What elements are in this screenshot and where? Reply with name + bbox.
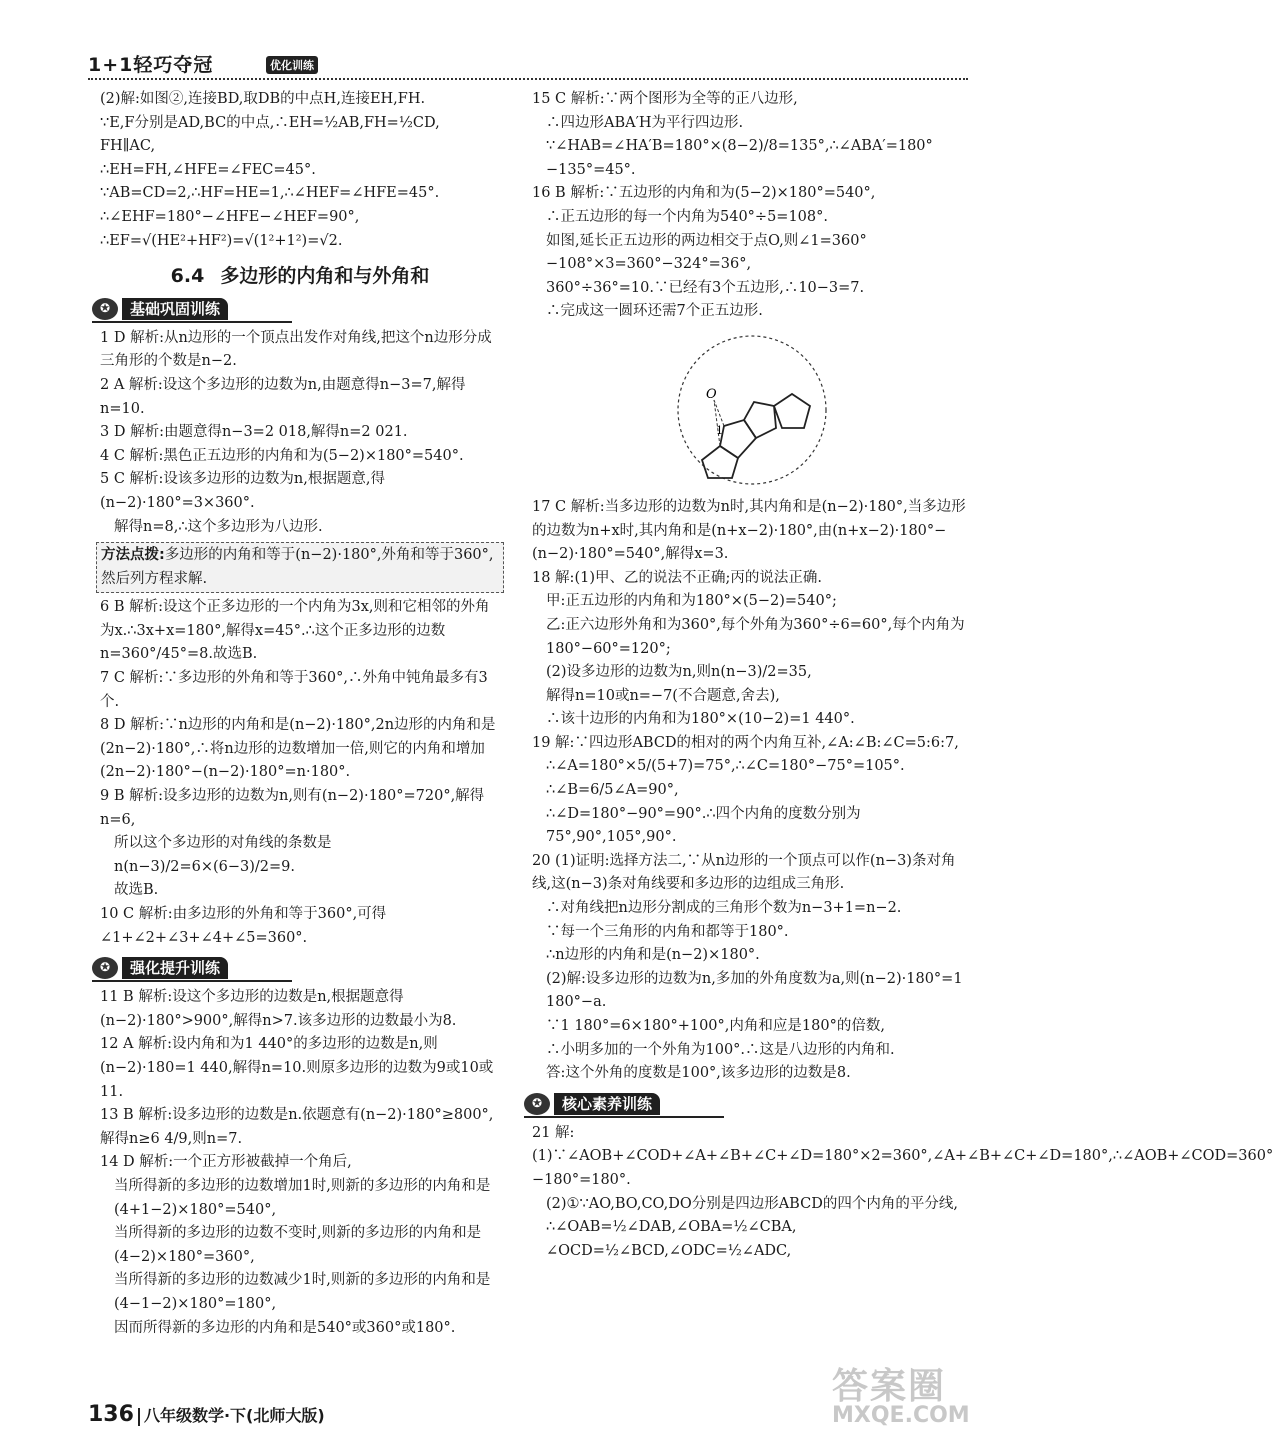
answer-item: ∵1 180°=6×180°+100°,内角和应是180°的倍数, [546,1018,885,1034]
text-line: FH∥AC, [100,138,156,155]
answer-item: 当所得新的多边形的边数增加1时,则新的多边形的内角和是(4+1−2)×180°=540°, [114,1177,491,1218]
bar-label: 基础巩固训练 [122,298,228,320]
answer-item: ∴正五边形的每一个内角为540°÷5=108°. [546,208,828,225]
ring-circle [678,336,826,484]
answer-item: 如图,延长正五边形的两边相交于点O,则∠1=360°−108°×3=360°−324°=36°, [546,232,867,273]
answer-item: ∴∠A=180°×5/(5+7)=75°,∴∠C=180°−75°=105°. [546,758,905,775]
watermark-text: 答案圈 [832,1366,947,1407]
pentagon [744,402,776,438]
extension-line [714,400,724,426]
text-line: ∴EH=FH,∠HFE=∠FEC=45°. [100,161,316,178]
tip-label: 方法点拨: [101,547,165,564]
pentagon-ring-figure [532,330,972,490]
header-badge: 优化训练 [266,56,318,74]
answer-item: ∴完成这一圆环还需7个正五边形. [546,303,763,320]
answer-item: 当所得新的多边形的边数减少1时,则新的多边形的内角和是(4−1−2)×180°=180°, [114,1272,491,1312]
pentagon [774,394,810,428]
answer-item: 10 C 解析:由多边形的外角和等于360°,可得∠1+∠2+∠3+∠4+∠5=360°. [100,906,387,946]
answer-item: 6 B 解析:设这个正多边形的一个内角为3x,则和它相邻的外角为x.∴3x+x=180°,解得x=45°.∴这个正多边形的边数n=360°/45°=8.故选B. [100,599,490,663]
text-line: (2)解:如图②,连接BD,取DB的中点H,连接EH,FH. [100,91,426,107]
answer-item: (2)解:设多边形的边数为n,多加的外角度数为a,则(n−2)·180°=1 180°−a. [546,970,963,1011]
section-bar-core [524,1092,724,1118]
text-line: ∵AB=CD=2,∴HF=HE=1,∴∠HEF=∠HFE=45°. [100,185,440,202]
bar-label: 强化提升训练 [122,957,228,979]
answer-item: ∴∠OAB=½∠DAB,∠OBA=½∠CBA, [546,1219,797,1236]
section-bar-improve [92,956,292,982]
watermark-logo [832,1358,970,1428]
answer-item: 15 C 解析:∵两个图形为全等的正八边形, [532,91,798,107]
answer-item: 20 (1)证明:选择方法二,∵从n边形的一个顶点可以作(n−3)条对角线,这(n−3)条对角线要和多边形的边组成三角形. [532,852,956,893]
answer-item: 12 A 解析:设内角和为1 440°的多边形的边数是n,则(n−2)·180=1 440,解得n=10.则原多边形的边数为9或10或11. [100,1036,494,1100]
answer-item: 甲:正五边形的内角和为180°×(5−2)=540°; [546,593,837,610]
answer-item: 21 解:(1)∵∠AOB+∠COD+∠A+∠B+∠C+∠D=180°×2=360°,∠A+∠B+∠C+∠D=180°,∴∠AOB+∠COD=360°−180°=180°. [532,1124,1273,1188]
right-column [531,88,1273,1263]
pentagon-ring-diagram [662,330,842,490]
answer-item: 13 B 解析:设多边形的边数是n.依题意有(n−2)·180°≥800°,解得n≥6 4/9,则n=7. [100,1107,494,1147]
text-line: ∴EF=√(HE²+HF²)=√(1²+1²)=√2. [100,232,343,249]
text-line: ∴∠EHF=180°−∠HFE−∠HEF=90°, [100,208,360,225]
answer-item: ∠OCD=½∠BCD,∠ODC=½∠ADC, [546,1242,792,1259]
book-title: 八年级数学·下(北师大版) [143,1406,325,1425]
answer-item: 18 解:(1)甲、乙的说法不正确;丙的说法正确. [532,569,822,586]
answer-item: 17 C 解析:当多边形的边数为n时,其内角和是(n−2)·180°,当多边形的边数为n+x时,其内角和是(n+x−2)·180°,由(n+x−2)·180°−(n−2)·180°=540°,解得x=3. [532,498,966,563]
left-column [100,88,500,1340]
answer-item: 所以这个多边形的对角线的条数是n(n−3)/2=6×(6−3)/2=9. [114,835,332,875]
answer-item: 1 D 解析:从n边形的一个顶点出发作对角线,把这个n边形分成三角形的个数是n−2. [100,329,492,370]
medal-icon: ✪ [92,298,118,320]
watermark-url: MXQE.COM [832,1403,970,1428]
answer-item: 14 D 解析:一个正方形被截掉一个角后, [100,1154,352,1171]
answer-item: 5 C 解析:设该多边形的边数为n,根据题意,得(n−2)·180°=3×360°. [100,471,385,511]
brand-logo: 1+1轻巧夺冠 [88,54,214,76]
answer-item: 4 C 解析:黑色正五边形的内角和为(5−2)×180°=540°. [100,447,464,464]
answer-item: (2)①∵AO,BO,CO,DO分别是四边形ABCD的四个内角的平分线, [546,1195,958,1212]
page-footer [88,1402,325,1427]
pentagon [702,446,738,478]
pentagon [720,420,756,458]
section-name: 多边形的内角和与外角和 [220,265,430,288]
angle-1-label: 1 [716,423,723,437]
point-o-label: O [706,386,717,402]
answer-item: 2 A 解析:设这个多边形的边数为n,由题意得n−3=7,解得n=10. [100,376,466,417]
answer-item: 当所得新的多边形的边数不变时,则新的多边形的内角和是(4−2)×180°=360°, [114,1225,482,1265]
bar-label: 核心素养训练 [554,1093,660,1115]
answer-item: 解得n=10或n=−7(不合题意,舍去), [546,687,780,704]
answer-item: ∴对角线把n边形分割成的三角形个数为n−3+1=n−2. [546,900,902,917]
answer-item: 3 D 解析:由题意得n−3=2 018,解得n=2 021. [100,424,408,441]
answer-item: ∴小明多加的一个外角为100°.∴这是八边形的内角和. [546,1041,895,1058]
method-tip [96,542,504,593]
header-divider [88,78,968,80]
answer-item: 8 D 解析:∵n边形的内角和是(n−2)·180°,2n边形的内角和是(2n−2)·180°,∴将n边形的边数增加一倍,则它的内角和增加(2n−2)·180°−(n−2)·180°=n·180°. [100,717,496,781]
section-bar-basic [92,297,292,323]
answer-item: 16 B 解析:∵五边形的内角和为(5−2)×180°=540°, [532,185,876,202]
section-title [100,265,500,289]
answer-item: 解得n=8,∴这个多边形为八边形. [114,518,323,535]
answer-item: 因而所得新的多边形的内角和是540°或360°或180°. [114,1319,456,1336]
page-number: 136 [88,1402,134,1427]
answer-item: ∴该十边形的内角和为180°×(10−2)=1 440°. [546,711,855,728]
section-number: 6.4 [170,265,205,288]
answer-item: 故选B. [114,882,159,899]
medal-icon: ✪ [524,1093,550,1115]
answer-item: ∵∠HAB=∠HA′B=180°×(8−2)/8=135°,∴∠ABA′=180°−135°=45°. [546,138,933,178]
answer-item: ∴四边形ABA′H为平行四边形. [546,114,744,131]
answer-item: 乙:正六边形外角和为360°,每个外角为360°÷6=60°,每个内角为180°−60°=120°; [546,616,965,657]
answer-item: 9 B 解析:设多边形的边数为n,则有(n−2)·180°=720°,解得n=6, [100,788,485,828]
answer-item: (2)设多边形的边数为n,则n(n−3)/2=35, [546,664,812,681]
medal-icon: ✪ [92,957,118,979]
text-line: ∵E,F分别是AD,BC的中点,∴EH=½AB,FH=½CD, [100,114,440,131]
answer-item: 11 B 解析:设这个多边形的边数是n,根据题意得(n−2)·180°>900°,解得n>7.该多边形的边数最小为8. [100,989,457,1029]
tip-text: 多边形的内角和等于(n−2)·180°,外角和等于360°,然后列方程求解. [101,547,494,587]
answer-item: ∵每一个三角形的内角和都等于180°. [546,923,789,940]
answer-item: 19 解:∵四边形ABCD的相对的两个内角互补,∠A:∠B:∠C=5:6:7, [532,734,959,751]
answer-item: ∴n边形的内角和是(n−2)×180°. [546,947,760,964]
answer-item: 7 C 解析:∵多边形的外角和等于360°,∴外角中钝角最多有3个. [100,670,488,710]
answer-item: 答:这个外角的度数是100°,该多边形的边数是8. [546,1065,851,1082]
footer-divider [138,1408,140,1426]
answer-item: 360°÷36°=10.∵已经有3个五边形,∴10−3=7. [546,279,865,296]
answer-item: ∴∠B=6/5∠A=90°, [546,782,679,799]
answer-item: ∴∠D=180°−90°=90°.∴四个内角的度数分别为75°,90°,105°,90°. [546,805,861,846]
